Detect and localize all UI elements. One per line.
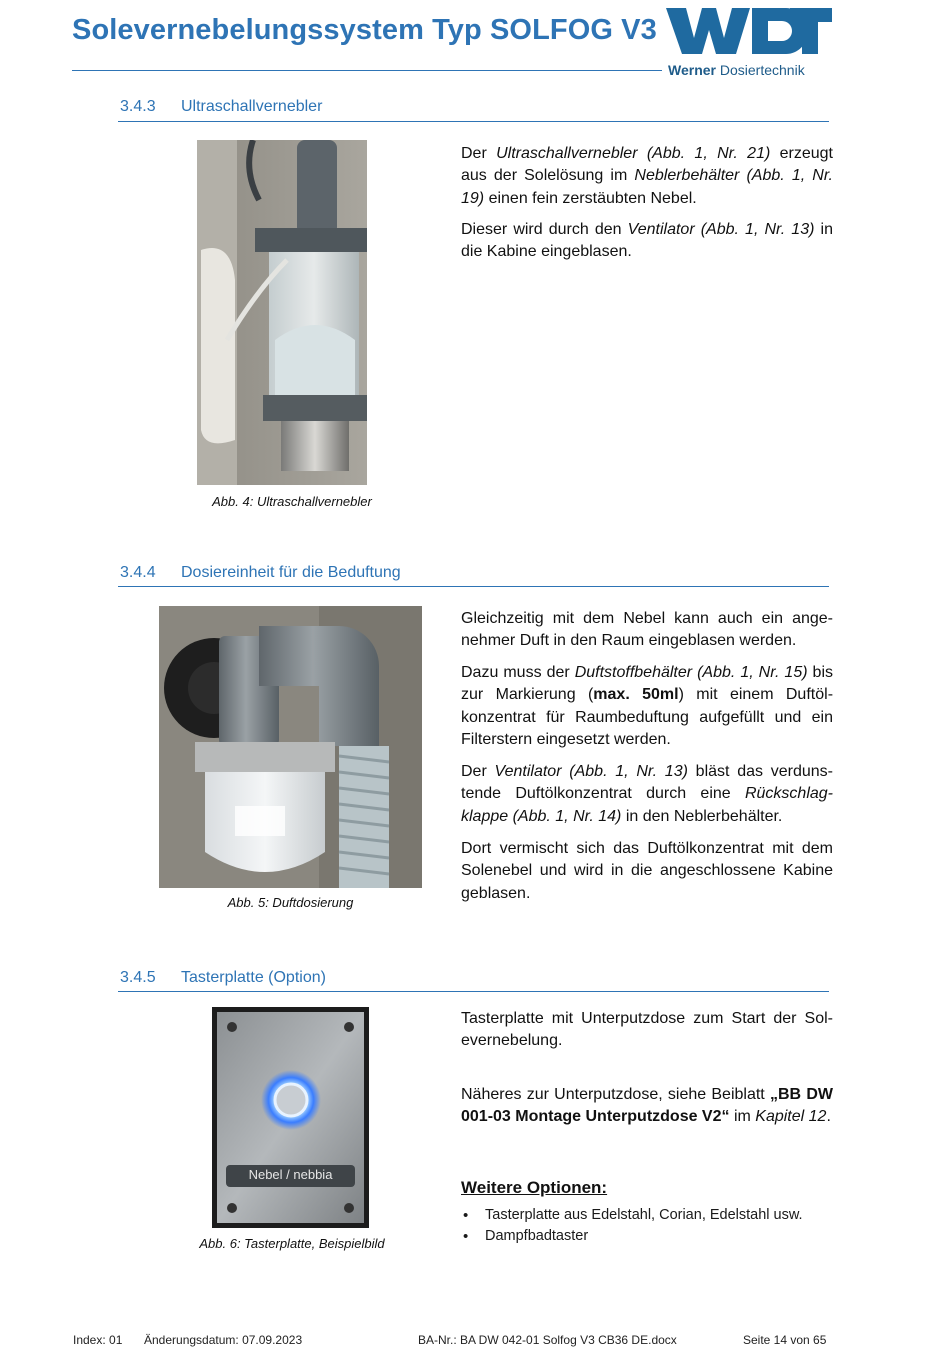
figure-caption: Abb. 4: Ultraschallvernebler <box>212 494 372 509</box>
figure-caption: Abb. 6: Tasterplatte, Beispielbild <box>199 1236 385 1251</box>
paragraph: Tasterplatte mit Unterputzdose zum Start der Solevernebelung. <box>461 1010 833 1050</box>
paragraph: Gleichzeitig mit dem Nebel kann auch ein angenehmer Duft in den Raum eingeblasen werden. <box>461 610 833 650</box>
paragraph: Der Ultraschallvernebler (Abb. 1, Nr. 21) erzeugt aus der Solelösung im Neblerbehälter (Abb. 1, Nr. 19) einen fein zerstäubten Nebel. <box>461 145 833 207</box>
footer-page-number: Seite 14 von 65 <box>743 1333 827 1347</box>
figure-button-plate <box>212 1007 369 1228</box>
section-divider <box>118 121 829 122</box>
figure-ultrasonic-nebulizer <box>197 140 367 485</box>
logo-subtitle: Werner Dosiertechnik <box>668 62 805 78</box>
list-item: • Tasterplatte aus Edelstahl, Corian, Edelstahl usw. <box>461 1205 803 1226</box>
section-divider <box>118 586 829 587</box>
footer-index: Index: 01 <box>73 1333 123 1347</box>
plate-label: Nebel / nebbia <box>248 1167 333 1182</box>
options-list <box>461 1205 803 1247</box>
options-heading: Weitere Optionen: <box>461 1178 608 1197</box>
document-title: Solevernebelungssystem Typ SOLFOG V3 <box>72 14 657 46</box>
section-heading-343: 3.4.3 Ultraschallvernebler <box>120 98 323 115</box>
footer-date: Änderungsdatum: 07.09.2023 <box>144 1333 303 1347</box>
paragraph: Dazu muss der Duftstoffbehälter (Abb. 1, Nr. 15) bis zur Markierung (max. 50ml) mit einem Duftölkonzentrat für Raumbeduftung aufgefüllt und ein Filterstern eingesetzt werden. <box>461 664 834 748</box>
paragraph: Dieser wird durch den Ventilator (Abb. 1, Nr. 13) in die Kabine eingeblasen. <box>461 221 833 261</box>
section-divider <box>118 991 829 992</box>
section-heading-345: 3.4.5 Tasterplatte (Option) <box>120 969 326 986</box>
section-heading-344: 3.4.4 Dosiereinheit für die Beduftung <box>120 564 401 581</box>
header-divider <box>72 70 662 71</box>
list-item: • Dampfbadtaster <box>461 1226 803 1247</box>
paragraph: Dort vermischt sich das Duftölkonzentrat mit dem Solenebel und wird in die angeschlossene Kabine geblasen. <box>461 840 833 902</box>
footer-document-number: BA-Nr.: BA DW 042-01 Solfog V3 CB36 DE.docx <box>418 1333 677 1347</box>
figure-fragrance-dosing <box>159 606 422 888</box>
paragraph: Näheres zur Unterputzdose, siehe Beiblatt „BB DW 001-03 Montage Unterputzdose V2“ im Kapitel 12. <box>461 1086 833 1126</box>
figure-caption: Abb. 5: Duftdosierung <box>227 895 354 910</box>
paragraph: Der Ventilator (Abb. 1, Nr. 13) bläst das verdunstende Duftölkonzentrat durch eine Rückschlagklappe (Abb. 1, Nr. 14) in den Neblerbehälter. <box>461 763 833 825</box>
